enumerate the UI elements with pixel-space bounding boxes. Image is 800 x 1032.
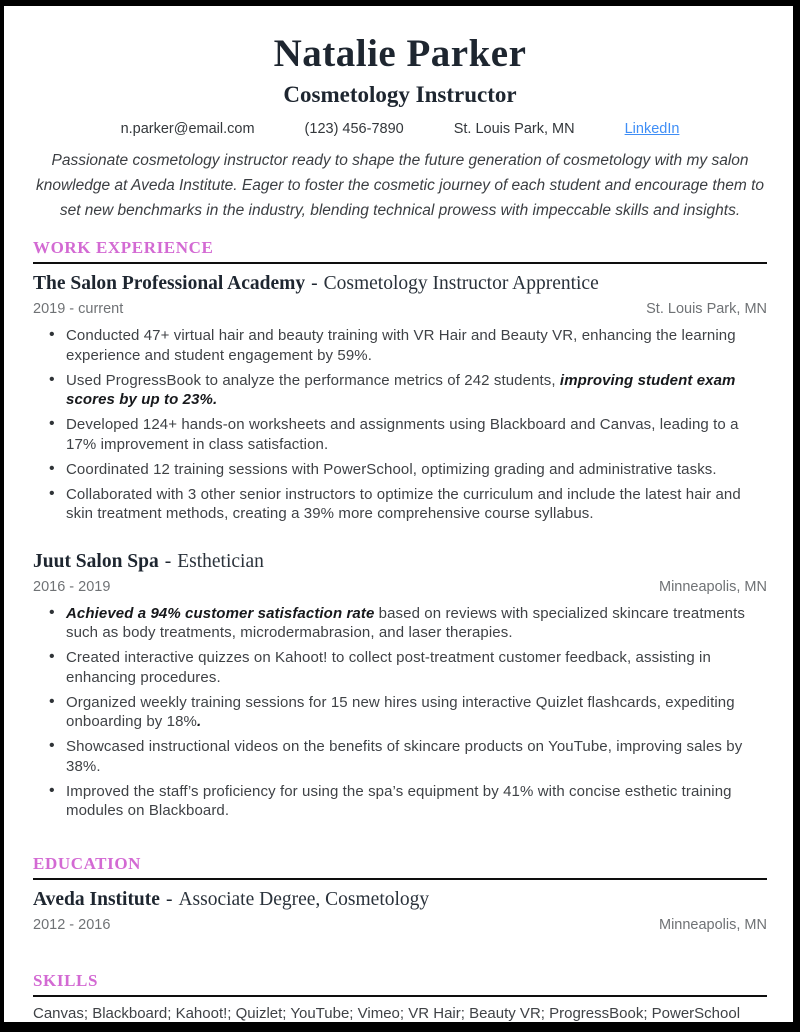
job-dates: 2016 - 2019 <box>33 578 111 595</box>
jobs-list <box>33 271 767 821</box>
school-name: Aveda Institute <box>33 888 160 910</box>
job-role: Cosmetology Instructor Apprentice <box>323 273 599 294</box>
job-title-row <box>33 549 767 575</box>
bullet-text: Collaborated with 3 other senior instructors to optimize the curriculum and include the latest hair and skin treatment methods, creating a 39% more comprehensive course syllabus. <box>66 485 741 522</box>
job-meta <box>33 300 767 319</box>
skills-heading: SKILLS <box>33 971 767 997</box>
contact-phone: (123) 456-7890 <box>304 121 404 137</box>
job-entry <box>33 549 767 821</box>
bullet-text: Organized weekly training sessions for 15 new hires using interactive Quizlet flashcards, expediting onboarding by 18% <box>66 693 735 730</box>
contact-email: n.parker@email.com <box>120 121 255 137</box>
job-location: St. Louis Park, MN <box>646 301 767 317</box>
bullet-text: Used ProgressBook to analyze the performance metrics of 242 students, <box>66 371 560 389</box>
education-heading: EDUCATION <box>33 854 767 880</box>
bullet-item <box>66 415 767 454</box>
bullet-text: Showcased instructional videos on the benefits of skincare products on YouTube, improving sales by 38%. <box>66 738 743 775</box>
bullet-emphasis-text: improving student exam scores by up to 23%. <box>66 371 736 408</box>
candidate-name: Natalie Parker <box>273 32 527 75</box>
bullet-item <box>66 648 767 687</box>
education-meta <box>33 916 767 935</box>
bullet-text: Improved the staff’s proficiency for using the spa’s equipment by 41% with concise esthetic training modules on Blackboard. <box>66 782 732 819</box>
degree-name: Associate Degree, Cosmetology <box>178 888 430 910</box>
job-bullets <box>33 326 767 524</box>
title-separator: - <box>164 550 172 572</box>
bullet-text: Conducted 47+ virtual hair and beauty training with VR Hair and Beauty VR, enhancing the learning experience and student engagement by 59%. <box>66 327 736 364</box>
contact-row <box>33 121 767 137</box>
job-role: Esthetician <box>177 550 264 572</box>
company-name: Juut Salon Spa <box>33 550 159 572</box>
job-entry <box>33 271 767 524</box>
skills-section <box>33 971 767 1024</box>
bullet-item <box>66 737 767 776</box>
bullet-item <box>66 326 767 365</box>
education-section <box>33 854 767 935</box>
bullet-item <box>66 371 767 410</box>
bullet-text: Coordinated 12 training sessions with PowerSchool, optimizing grading and administrative tasks. <box>66 460 717 478</box>
job-bullets <box>33 604 767 821</box>
education-location: Minneapolis, MN <box>659 916 767 933</box>
education-entry <box>33 887 767 913</box>
bullet-item <box>66 485 767 524</box>
job-dates: 2019 - current <box>33 301 124 317</box>
job-title-row <box>33 271 767 297</box>
job-meta <box>33 578 767 597</box>
bullet-item <box>66 460 767 480</box>
bullet-text: Created interactive quizzes on Kahoot! to collect post-treatment customer feedback, assisting in enhancing procedures. <box>66 649 711 686</box>
bullet-emphasis-text: . <box>196 713 202 730</box>
education-dates: 2012 - 2016 <box>33 916 111 933</box>
work-experience-section <box>33 238 767 821</box>
bullet-text: Developed 124+ hands-on worksheets and assignments using Blackboard and Canvas, leading to a 17% improvement in class satisfaction. <box>66 416 739 453</box>
bullet-item <box>66 604 767 643</box>
bullet-item <box>66 782 767 821</box>
bullet-item <box>66 693 767 732</box>
work-experience-heading: WORK EXPERIENCE <box>33 238 767 264</box>
bullet-text: based on reviews with specialized skincare treatments such as body treatments, microdermabrasion, and laser therapies. <box>66 604 745 641</box>
contact-location: St. Louis Park, MN <box>453 121 575 137</box>
linkedin-link[interactable]: LinkedIn <box>624 121 680 137</box>
title-separator: - <box>311 273 318 294</box>
bullet-emphasis-text: Achieved a 94% customer satisfaction rate <box>66 604 375 622</box>
skills-list: Canvas; Blackboard; Kahoot!; Quizlet; YouTube; Vimeo; VR Hair; Beauty VR; ProgressBook; PowerSchool <box>33 1004 741 1022</box>
candidate-title: Cosmetology Instructor <box>283 82 517 107</box>
company-name: The Salon Professional Academy <box>33 273 306 294</box>
job-location: Minneapolis, MN <box>659 578 767 595</box>
resume-header <box>33 32 767 223</box>
summary-text: Passionate cosmetology instructor ready to shape the future generation of cosmetology with my salon knowledge at Aveda Institute. Eager to foster the cosmetic journey of each student and encourage them to set new benchmarks in the industry, blending technical prowess with impeccable skills and insights. <box>35 152 765 219</box>
education-separator: - <box>165 888 173 910</box>
